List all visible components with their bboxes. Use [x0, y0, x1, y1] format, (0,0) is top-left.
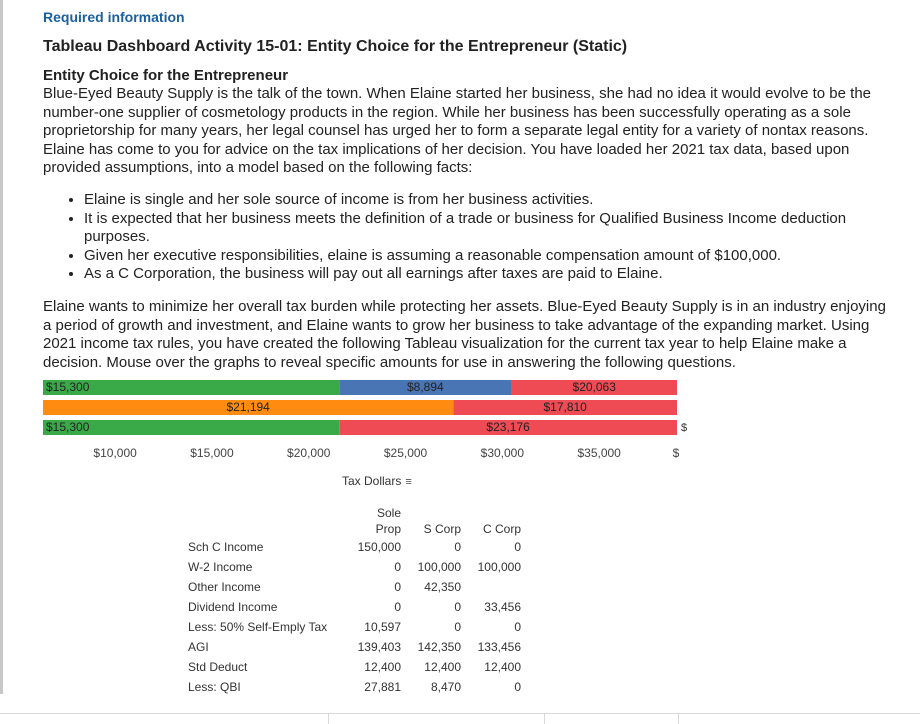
row-label: Dividend Income: [188, 600, 278, 614]
list-item: • It is expected that her business meets the definition of a trade or business for Qualified Business Income deduction purposes.: [84, 210, 914, 247]
row-label: Std Deduct: [188, 660, 248, 674]
cell: 0: [394, 600, 401, 614]
tax-comparison-table: [188, 505, 521, 697]
bottom-divider-tick: [328, 713, 329, 724]
row-label: Sch C Income: [188, 540, 264, 554]
x-tick-label: $20,000: [287, 446, 331, 460]
table-row: [188, 577, 521, 597]
bottom-divider-tick: [678, 713, 679, 724]
bar-label: $23,176: [486, 420, 530, 434]
list-item: • Elaine is single and her sole source of income is from her business activities.: [84, 191, 914, 210]
row-label: Less: QBI: [188, 680, 241, 694]
cell: 12,400: [484, 660, 521, 674]
row-label: Less: 50% Self-Emply Tax: [188, 620, 328, 634]
decision-paragraph: Elaine wants to minimize her overall tax burden while protecting her assets. Blue-Eyed Beauty Supply is in an industry enjoying a period of growth and investment, and Elaine wants to grow her business to take advantage of the expanding market. Using 2021 income tax rules, you have created the following Tableau visualization for the current tax year to help Elaine make a decision. Mouse over the graphs to reveal specific amounts for use in answering the following questions.: [43, 298, 886, 371]
table-row: [188, 617, 521, 637]
tax-dollars-bar-chart[interactable]: [0, 375, 920, 470]
cell: 0: [394, 580, 401, 594]
table-row: [188, 557, 521, 577]
required-information-label: Required information: [43, 9, 185, 25]
cell: 142,350: [417, 640, 461, 654]
x-tick-label: $35,000: [577, 446, 621, 460]
cell: [461, 577, 521, 597]
x-axis-title-text: Tax Dollars: [342, 474, 402, 488]
column-header: Sole: [376, 506, 401, 520]
cell: 8,470: [430, 680, 461, 694]
intro-paragraph: Blue-Eyed Beauty Supply is the talk of the town. When Elaine started her business, she had no idea it would evolve to be the number-one supplier of cosmetology products in the region. While her business has been successfully operating as a sole proprietorship for many years, her legal counsel has urged her to form a separate legal entity for a variety of nontax reasons. Elaine has come to you for advice on the tax implications of her decision. You have loaded her 2021 tax data, based upon provided assumptions, into a model based on the following facts:: [43, 85, 872, 176]
cell: 139,403: [357, 640, 401, 654]
section-subhead: Entity Choice for the Entrepreneur: [43, 67, 289, 84]
x-tick-label: $: [672, 446, 680, 460]
cell: 0: [514, 540, 521, 554]
x-tick-label: $25,000: [383, 446, 428, 460]
bar-label: $8,894: [406, 380, 444, 394]
bar-label: $21,194: [226, 400, 270, 414]
cell: 133,456: [477, 640, 521, 654]
cell: 12,400: [364, 660, 401, 674]
left-border: [0, 0, 3, 694]
x-tick-label: $10,000: [93, 446, 137, 460]
bar-label: $17,810: [543, 400, 587, 414]
row-label: W-2 Income: [188, 560, 253, 574]
cell: 42,350: [424, 580, 461, 594]
bar-label: $15,300: [46, 420, 90, 434]
cell: 0: [394, 560, 401, 574]
cell: 12,400: [424, 660, 461, 674]
cell: 0: [454, 540, 461, 554]
table-row: [188, 677, 521, 697]
cell: 0: [514, 680, 521, 694]
table-row: [188, 597, 521, 617]
cell: 100,000: [477, 560, 521, 574]
table-row: [188, 537, 521, 557]
x-tick-label: $30,000: [480, 446, 525, 460]
cell: 10,597: [364, 620, 401, 634]
facts-list: [62, 191, 914, 284]
cell: 100,000: [417, 560, 461, 574]
table-header-row: [188, 505, 521, 521]
row-label: Other Income: [188, 580, 261, 594]
bar-label: $20,063: [572, 380, 616, 394]
row-label: AGI: [188, 640, 209, 654]
bar-overflow-label: $: [681, 422, 688, 434]
column-header-c-corp: C Corp: [482, 522, 521, 536]
sort-icon[interactable]: ≡: [405, 476, 412, 488]
x-tick-label: $15,000: [190, 446, 234, 460]
cell: 33,456: [484, 600, 521, 614]
table-header-row: [188, 521, 521, 537]
list-item: • As a C Corporation, the business will pay out all earnings after taxes are paid to Elaine.: [84, 265, 914, 284]
list-item: • Given her executive responsibilities, elaine is assuming a reasonable compensation amount of $100,000.: [84, 247, 914, 266]
cell: 0: [514, 620, 521, 634]
bottom-divider: [0, 713, 920, 714]
table-row: [188, 657, 521, 677]
bottom-divider-tick: [544, 713, 545, 724]
cell: 0: [454, 620, 461, 634]
table-row: [188, 637, 521, 657]
x-axis-title[interactable]: [342, 474, 412, 488]
cell: 27,881: [364, 680, 401, 694]
bar-label: $15,300: [46, 380, 90, 394]
column-header-sole-prop: Prop: [375, 522, 401, 536]
page-title: Tableau Dashboard Activity 15-01: Entity Choice for the Entrepreneur (Static): [43, 38, 628, 55]
cell: 150,000: [357, 540, 401, 554]
cell: 0: [454, 600, 461, 614]
column-header-s-corp: S Corp: [423, 522, 461, 536]
